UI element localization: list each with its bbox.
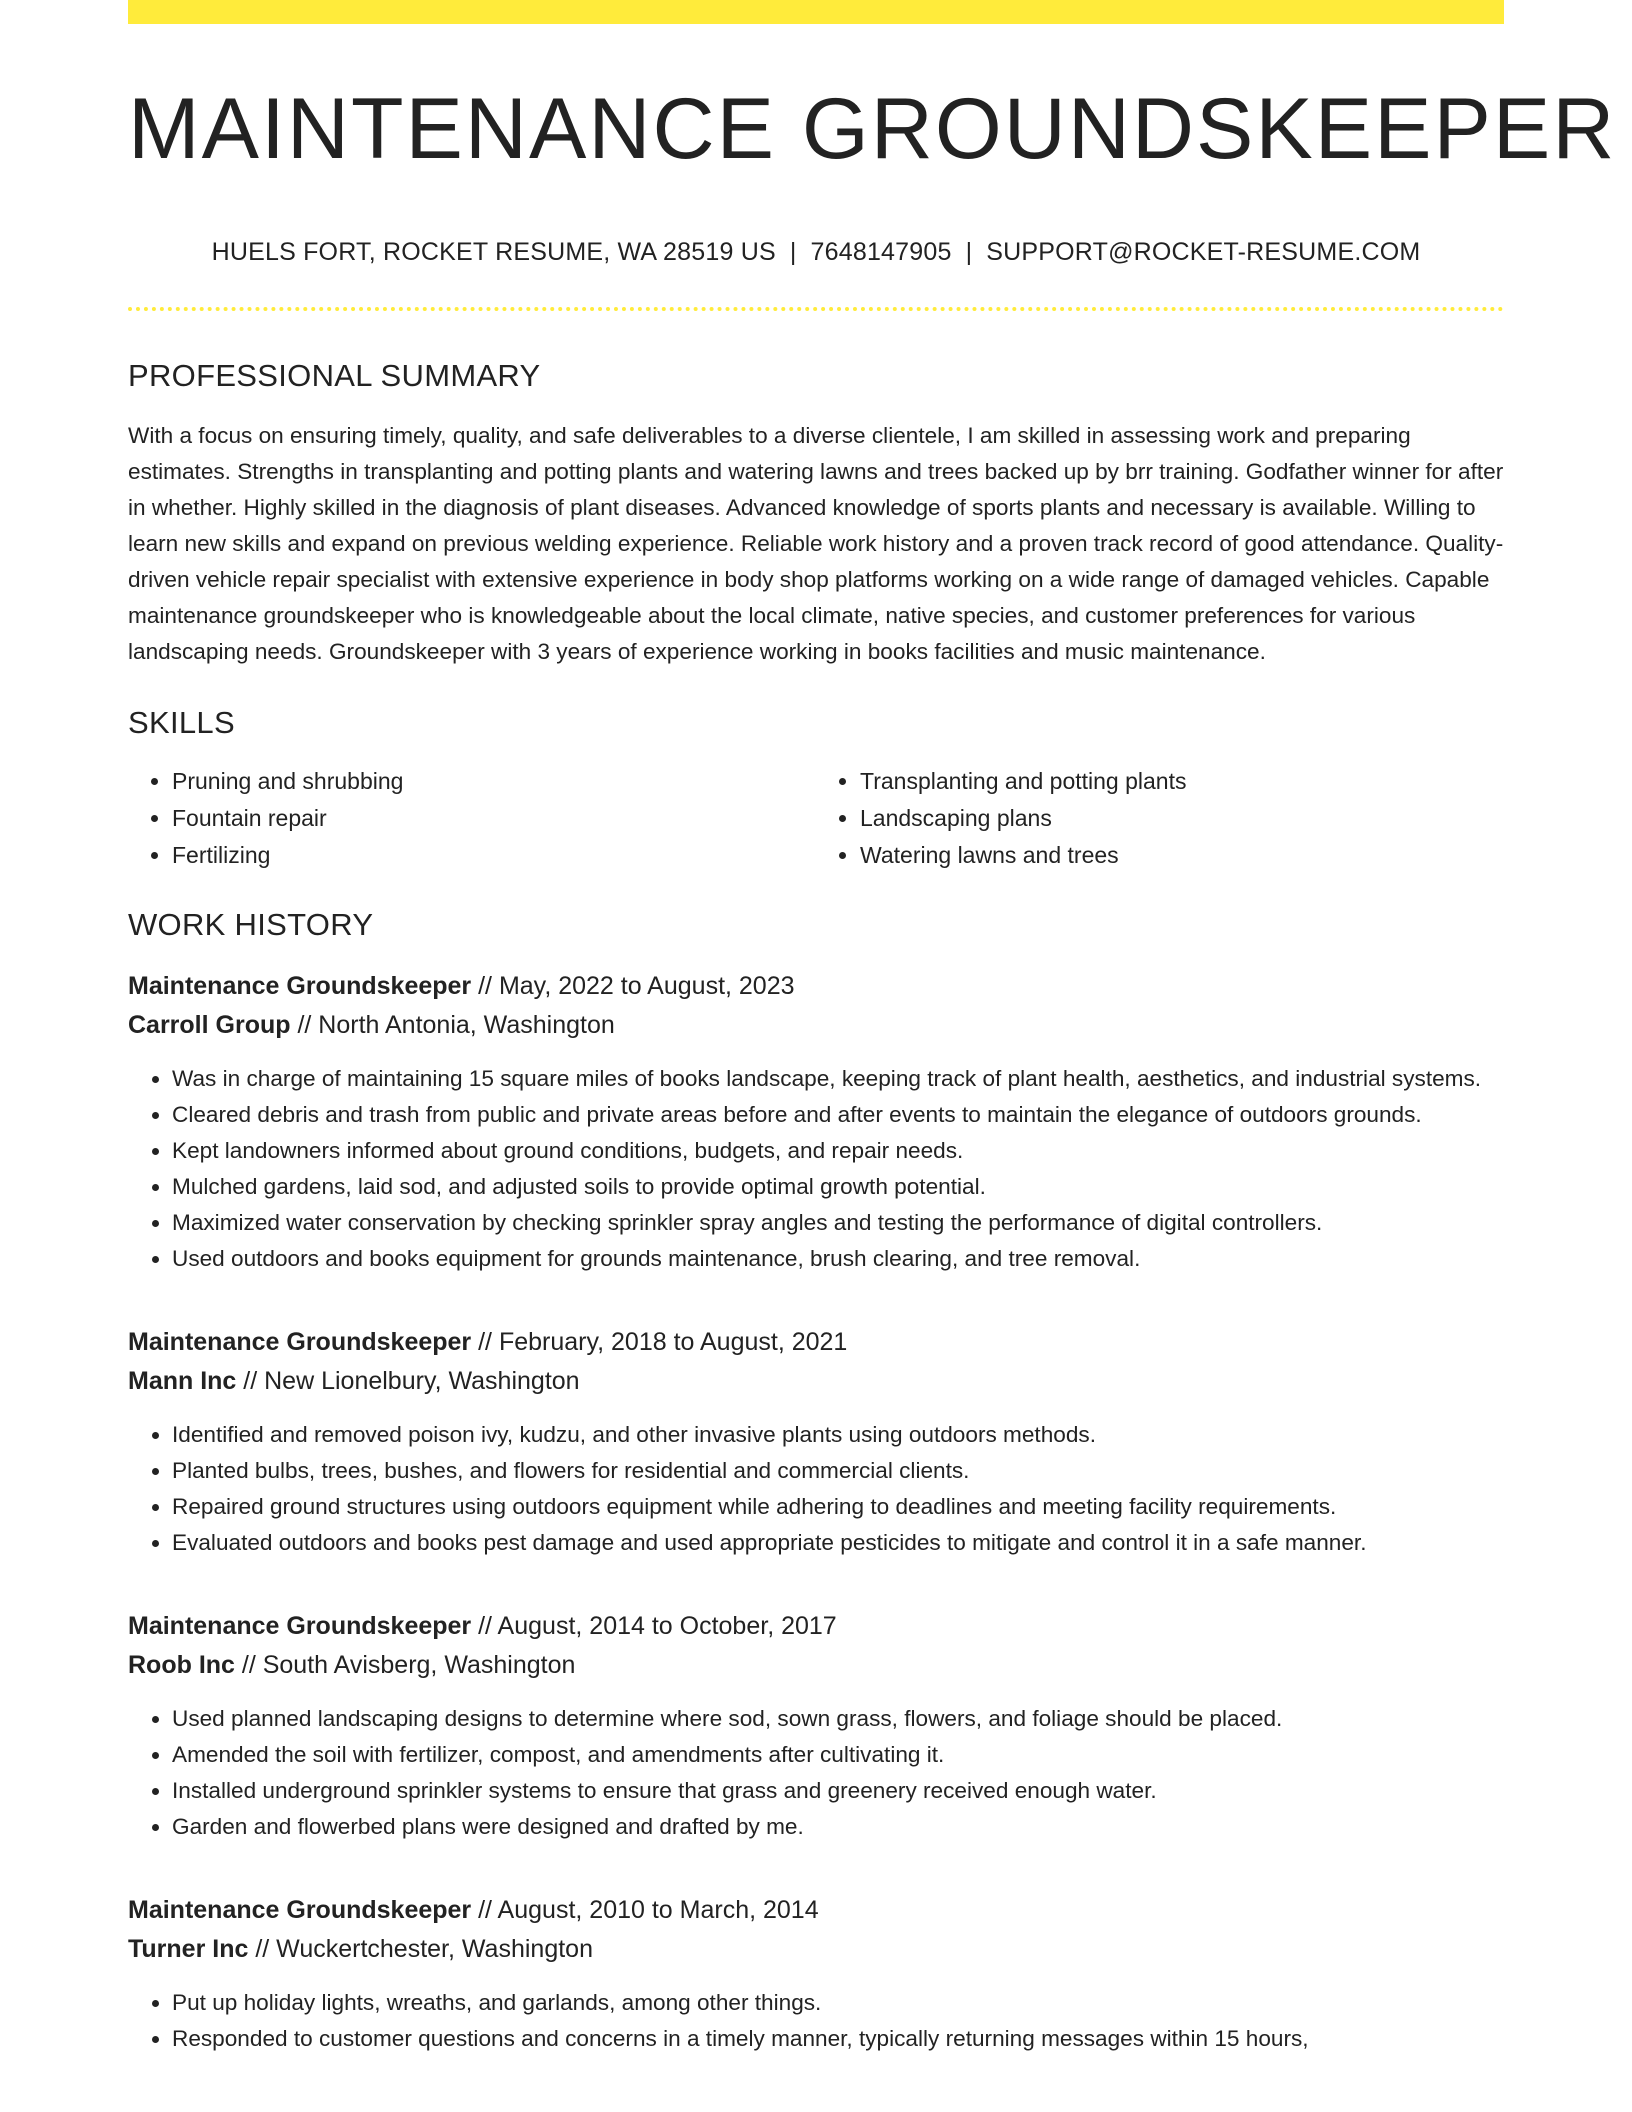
summary-heading: PROFESSIONAL SUMMARY: [128, 357, 541, 393]
phone: 7648147905: [810, 237, 952, 266]
skills-list: [128, 763, 1504, 874]
job-bullet: • Repaired ground structures using outdoors equipment while adhering to deadlines and meeting facility requirements.: [172, 1489, 1504, 1525]
company-location: // Wuckertchester, Washington: [248, 1935, 593, 1964]
job-entry: [128, 967, 1504, 1277]
skills-column-left: [128, 763, 816, 874]
job-entry: [128, 1323, 1504, 1561]
company-location: // North Antonia, Washington: [290, 1011, 615, 1040]
job-bullet: • Was in charge of maintaining 15 square miles of books landscape, keeping track of plant health, aesthetics, and industrial systems.: [172, 1061, 1504, 1097]
resume-page: [128, 0, 1617, 2057]
company-line: [128, 1362, 1504, 1401]
separator: |: [965, 237, 973, 266]
skill-item: • Pruning and shrubbing: [172, 763, 816, 800]
job-title-line: [128, 1891, 1504, 1930]
job-bullet: • Used planned landscaping designs to determine where sod, sown grass, flowers, and foliage should be placed.: [172, 1701, 1504, 1737]
job-bullet: • Installed underground sprinkler systems to ensure that grass and greenery received enough water.: [172, 1773, 1504, 1809]
job-bullets: [128, 1701, 1504, 1845]
job-bullet: • Used outdoors and books equipment for grounds maintenance, brush clearing, and tree removal.: [172, 1241, 1504, 1277]
company-location: // South Avisberg, Washington: [234, 1651, 576, 1680]
skill-item: • Fertilizing: [172, 837, 816, 874]
contact-line: [128, 237, 1504, 267]
job-title: Maintenance Groundskeeper: [128, 1612, 472, 1641]
job-dates: // February, 2018 to August, 2021: [471, 1328, 848, 1357]
resume-title: MAINTENANCE GROUNDSKEEPER: [128, 81, 1617, 177]
job-bullets: [128, 1985, 1504, 2057]
job-bullet: • Garden and flowerbed plans were designed and drafted by me.: [172, 1809, 1504, 1845]
job-dates: // August, 2010 to March, 2014: [471, 1896, 819, 1925]
job-dates: // August, 2014 to October, 2017: [471, 1612, 837, 1641]
job-bullet: • Cleared debris and trash from public and private areas before and after events to maintain the elegance of outdoors grounds.: [172, 1097, 1504, 1133]
job-bullet: • Planted bulbs, trees, bushes, and flowers for residential and commercial clients.: [172, 1453, 1504, 1489]
company-line: [128, 1930, 1504, 1969]
job-bullet: • Maximized water conservation by checking sprinkler spray angles and testing the performance of digital controllers.: [172, 1205, 1504, 1241]
company-line: [128, 1006, 1504, 1045]
work-history-heading: WORK HISTORY: [128, 906, 374, 942]
job-entry: [128, 1607, 1504, 1845]
job-title-line: [128, 1323, 1504, 1362]
job-title-line: [128, 967, 1504, 1006]
job-bullets: [128, 1061, 1504, 1277]
job-entry: [128, 1891, 1504, 2057]
dotted-divider: [128, 307, 1504, 311]
company-name: Roob Inc: [128, 1651, 235, 1680]
email: SUPPORT@ROCKET-RESUME.COM: [986, 237, 1421, 266]
company-location: // New Lionelbury, Washington: [236, 1367, 580, 1396]
skills-column-right: [816, 763, 1504, 874]
summary-text: With a focus on ensuring timely, quality, and safe deliverables to a diverse clientele, I am skilled in assessing work and preparing estimates. Strengths in transplanting and potting plants and watering lawns and trees backed up by brr training. Godfather winner for after in whether. Highly skilled in the diagnosis of plant diseases. Advanced knowledge of sports plants and necessary is available. Willing to learn new skills and expand on previous welding experience. Reliable work history and a proven track record of good attendance. Quality-driven vehicle repair specialist with extensive experience in body shop platforms working on a wide range of damaged vehicles. Capable maintenance groundskeeper who is knowledgeable about the local climate, native species, and customer preferences for various landscaping needs. Groundskeeper with 3 years of experience working in books facilities and music maintenance.: [128, 422, 1504, 664]
skill-item: • Fountain repair: [172, 800, 816, 837]
job-bullet: • Identified and removed poison ivy, kudzu, and other invasive plants using outdoors methods.: [172, 1417, 1504, 1453]
skill-item: • Transplanting and potting plants: [860, 763, 1504, 800]
job-title: Maintenance Groundskeeper: [128, 1328, 472, 1357]
top-accent-bar: [128, 0, 1504, 24]
job-bullet: • Mulched gardens, laid sod, and adjusted soils to provide optimal growth potential.: [172, 1169, 1504, 1205]
company-line: [128, 1646, 1504, 1685]
company-name: Mann Inc: [128, 1367, 237, 1396]
company-name: Carroll Group: [128, 1011, 291, 1040]
skill-item: • Watering lawns and trees: [860, 837, 1504, 874]
job-bullet: • Amended the soil with fertilizer, compost, and amendments after cultivating it.: [172, 1737, 1504, 1773]
skill-item: • Landscaping plans: [860, 800, 1504, 837]
job-bullet: • Evaluated outdoors and books pest damage and used appropriate pesticides to mitigate and control it in a safe manner.: [172, 1525, 1504, 1561]
company-name: Turner Inc: [128, 1935, 249, 1964]
job-dates: // May, 2022 to August, 2023: [471, 972, 795, 1001]
skills-heading: SKILLS: [128, 704, 235, 740]
job-bullets: [128, 1417, 1504, 1561]
job-title: Maintenance Groundskeeper: [128, 1896, 472, 1925]
job-title: Maintenance Groundskeeper: [128, 972, 472, 1001]
address: HUELS FORT, ROCKET RESUME, WA 28519 US: [211, 237, 776, 266]
job-bullet: • Put up holiday lights, wreaths, and garlands, among other things.: [172, 1985, 1504, 2021]
job-bullet: • Kept landowners informed about ground conditions, budgets, and repair needs.: [172, 1133, 1504, 1169]
separator: |: [789, 237, 797, 266]
job-title-line: [128, 1607, 1504, 1646]
job-bullet: • Responded to customer questions and concerns in a timely manner, typically returning messages within 15 hours,: [172, 2021, 1504, 2057]
